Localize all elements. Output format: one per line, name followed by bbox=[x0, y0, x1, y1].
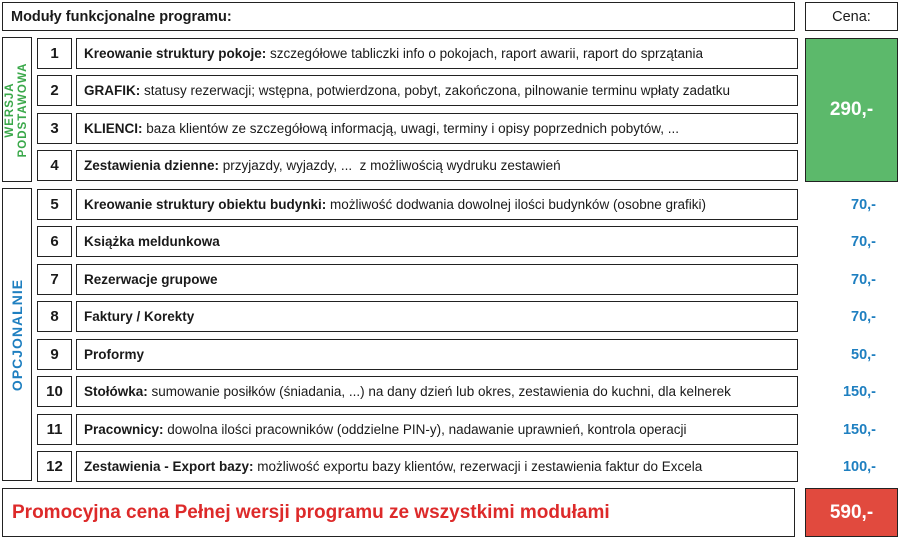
optional-row-description: Zestawienia - Export bazy: możliwość exportu bazy klientów, rezerwacji i zestawienia faktur do Excela bbox=[76, 451, 798, 482]
optional-row-number: 10 bbox=[37, 376, 72, 407]
basic-row-description: KLIENCI: baza klientów ze szczegółową informacją, uwagi, terminy i opisy poprzednich pobytów, ... bbox=[76, 113, 798, 144]
basic-row-description: Kreowanie struktury pokoje: szczegółowe tabliczki info o pokojach, raport awarii, raport do sprzątania bbox=[76, 38, 798, 69]
optional-row-price: 50,- bbox=[851, 346, 876, 363]
optional-row-description: Faktury / Korekty bbox=[76, 301, 798, 332]
optional-row-description: Kreowanie struktury obiektu budynki: możliwość dodwania dowolnej ilości budynków (osobne grafiki) bbox=[76, 189, 798, 220]
optional-row-price: 70,- bbox=[851, 271, 876, 288]
optional-row-price: 70,- bbox=[851, 308, 876, 325]
optional-row-number: 11 bbox=[37, 414, 72, 445]
modules-header-title: Moduły funkcjonalne programu: bbox=[11, 8, 232, 25]
basic-row-number: 1 bbox=[37, 38, 72, 69]
basic-version-label bbox=[2, 37, 32, 182]
basic-row-number: 4 bbox=[37, 150, 72, 181]
optional-row-price: 100,- bbox=[842, 458, 876, 475]
optional-label bbox=[2, 188, 32, 481]
optional-label-text: OPCJONALNIE bbox=[9, 278, 25, 391]
basic-price: 290,- bbox=[829, 99, 874, 120]
price-header bbox=[805, 2, 898, 31]
modules-header bbox=[2, 2, 795, 31]
optional-row-number: 6 bbox=[37, 226, 72, 257]
optional-row-description: Rezerwacje grupowe bbox=[76, 264, 798, 295]
optional-row-description: Proformy bbox=[76, 339, 798, 370]
basic-version-text: WERSJA PODSTAWOWA bbox=[4, 62, 29, 157]
price-header-label: Cena: bbox=[832, 8, 871, 25]
optional-row-price: 150,- bbox=[842, 383, 876, 400]
basic-price-box bbox=[805, 38, 898, 182]
optional-row-number: 8 bbox=[37, 301, 72, 332]
basic-row-description: GRAFIK: statusy rezerwacji; wstępna, potwierdzona, pobyt, zakończona, pilnowanie terminu wpłaty zadatku bbox=[76, 75, 798, 106]
optional-row-price: 150,- bbox=[842, 421, 876, 438]
optional-row-price: 70,- bbox=[851, 233, 876, 250]
promo-text: Promocyjna cena Pełnej wersji programu ze wszystkimi modułami bbox=[12, 501, 610, 523]
optional-row-number: 12 bbox=[37, 451, 72, 482]
optional-row-description: Stołówka: sumowanie posiłków (śniadania, ...) na dany dzień lub okres, zestawienia do kuchni, dla kelnerek bbox=[76, 376, 798, 407]
optional-row-number: 7 bbox=[37, 264, 72, 295]
promo-box bbox=[2, 488, 795, 537]
basic-row-number: 2 bbox=[37, 75, 72, 106]
promo-price-box bbox=[805, 488, 898, 537]
optional-row-price: 70,- bbox=[851, 196, 876, 213]
optional-row-description: Książka meldunkowa bbox=[76, 226, 798, 257]
basic-row-description: Zestawienia dzienne: przyjazdy, wyjazdy, ... z możliwością wydruku zestawień bbox=[76, 150, 798, 181]
optional-row-number: 9 bbox=[37, 339, 72, 370]
optional-row-description: Pracownicy: dowolna ilości pracowników (oddzielne PIN-y), nadawanie uprawnień, kontrola operacji bbox=[76, 414, 798, 445]
optional-row-number: 5 bbox=[37, 189, 72, 220]
promo-price: 590,- bbox=[829, 501, 874, 523]
basic-row-number: 3 bbox=[37, 113, 72, 144]
